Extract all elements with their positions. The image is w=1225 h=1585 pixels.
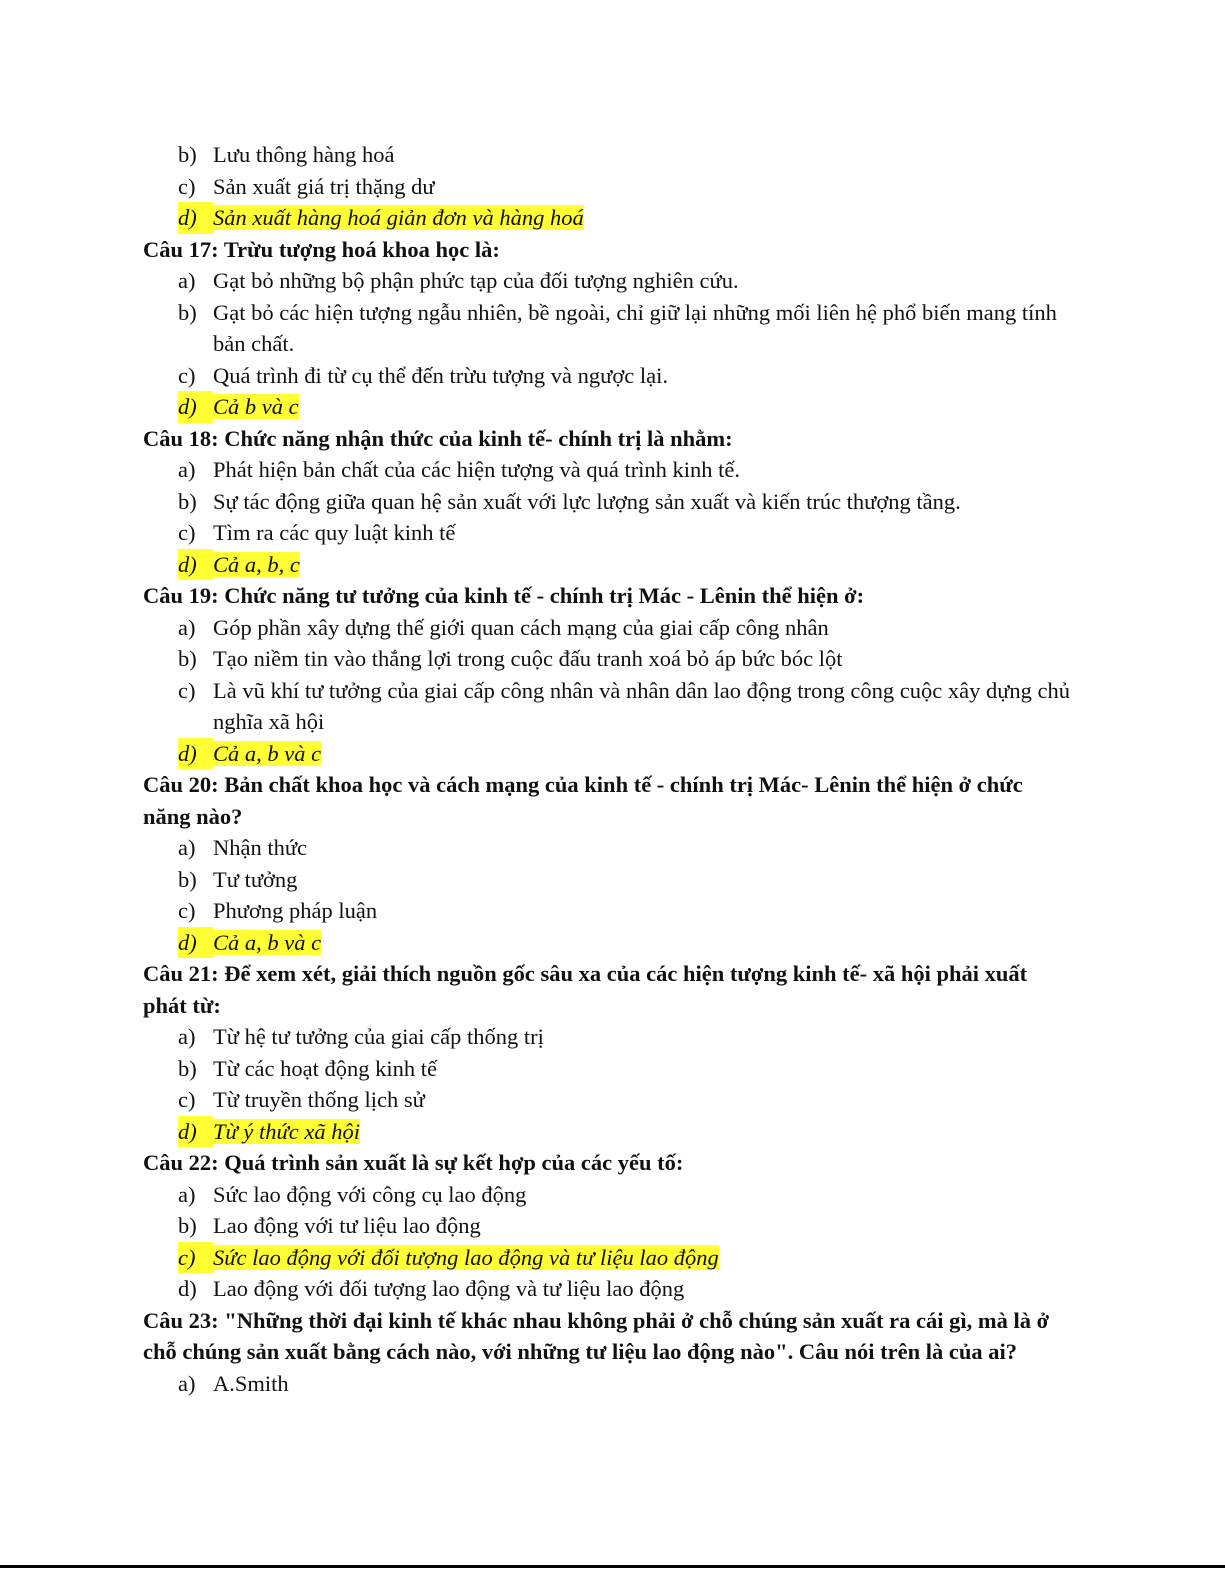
option-text: Phương pháp luận xyxy=(213,898,378,923)
answer-option xyxy=(178,486,1073,518)
answer-option xyxy=(178,1084,1073,1116)
option-label: c) xyxy=(178,362,196,388)
document-body xyxy=(143,139,1073,1399)
option-label: b) xyxy=(178,1055,197,1081)
option-text: Từ hệ tư tưởng của giai cấp thống trị xyxy=(213,1024,544,1049)
option-label: c) xyxy=(178,1242,213,1274)
option-text: Từ truyền thống lịch sử xyxy=(213,1087,425,1112)
question-heading: Câu 22: Quá trình sản xuất là sự kết hợp của các yếu tố: xyxy=(143,1150,684,1175)
answer-option xyxy=(178,1053,1073,1085)
option-label: b) xyxy=(178,866,197,892)
question-heading: Câu 20: Bản chất khoa học và cách mạng của kinh tế - chính trị Mác- Lênin thể hiện ở chức năng nào? xyxy=(143,772,1023,829)
answer-option xyxy=(178,1368,1073,1400)
answer-option xyxy=(178,171,1073,203)
option-label: b) xyxy=(178,646,197,671)
answer-option xyxy=(178,139,1073,171)
option-label: a) xyxy=(178,1181,196,1207)
option-text: Cả b và c xyxy=(213,394,299,419)
option-label: d) xyxy=(178,549,213,581)
option-label: b) xyxy=(178,488,197,514)
option-text: Góp phần xây dựng thế giới quan cách mạng của giai cấp công nhân xyxy=(213,614,829,640)
option-label: b) xyxy=(178,1213,197,1238)
option-label: a) xyxy=(178,835,196,860)
option-text: Lao động với đối tượng lao động và tư liệu lao động xyxy=(213,1276,685,1301)
question-heading: Câu 18: Chức năng nhận thức của kinh tế- chính trị là nhằm: xyxy=(143,425,733,451)
option-text: Từ các hoạt động kinh tế xyxy=(213,1055,438,1081)
answer-option xyxy=(178,864,1073,896)
option-label: d) xyxy=(178,202,213,234)
option-label: c) xyxy=(178,898,196,923)
option-text: Từ ý thức xã hội xyxy=(213,1118,361,1144)
option-label: d) xyxy=(178,927,213,959)
answer-option xyxy=(178,360,1073,392)
option-label: b) xyxy=(178,142,197,167)
answer-option-highlighted xyxy=(178,1116,1073,1148)
answer-option xyxy=(178,675,1073,738)
option-label: c) xyxy=(178,1087,196,1112)
option-label: c) xyxy=(178,173,196,199)
question-heading: Câu 19: Chức năng tư tưởng của kinh tế - chính trị Mác - Lênin thể hiện ở: xyxy=(143,583,865,608)
option-text: Cả a, b và c xyxy=(213,929,322,955)
option-text: Tạo niềm tin vào thắng lợi trong cuộc đấu tranh xoá bỏ áp bức bóc lột xyxy=(213,646,843,671)
answer-option xyxy=(178,832,1073,864)
option-text: Quá trình đi từ cụ thể đến trừu tượng và ngược lại. xyxy=(213,362,668,388)
answer-option-highlighted xyxy=(178,1242,1073,1274)
page-bottom-rule xyxy=(0,1565,1225,1568)
option-label: d) xyxy=(178,738,213,770)
option-text: Sản xuất giá trị thặng dư xyxy=(213,173,435,199)
option-label: a) xyxy=(178,1024,196,1049)
answer-option xyxy=(178,1210,1073,1242)
option-text: Tìm ra các quy luật kinh tế xyxy=(213,520,456,545)
option-text: Sự tác động giữa quan hệ sản xuất với lực lượng sản xuất và kiến trúc thượng tầng. xyxy=(213,488,961,514)
option-text: Nhận thức xyxy=(213,835,308,860)
option-text: Sức lao động với công cụ lao động xyxy=(213,1181,527,1207)
option-text: Gạt bỏ các hiện tượng ngẫu nhiên, bề ngoài, chỉ giữ lại những mối liên hệ phổ biến mang tính bản chất. xyxy=(213,299,1057,356)
option-label: d) xyxy=(178,1276,197,1301)
option-text: Phát hiện bản chất của các hiện tượng và quá trình kinh tế. xyxy=(213,457,741,482)
answer-option-highlighted xyxy=(178,391,1073,423)
option-label: a) xyxy=(178,614,196,640)
option-text: Cả a, b và c xyxy=(213,740,322,766)
answer-option xyxy=(178,643,1073,675)
option-text: Tư tưởng xyxy=(213,866,298,892)
option-label: c) xyxy=(178,520,196,545)
answer-option xyxy=(178,297,1073,360)
option-label: d) xyxy=(178,1116,213,1148)
option-text: Là vũ khí tư tưởng của giai cấp công nhân và nhân dân lao động trong công cuộc xây dựng chủ nghĩa xã hội xyxy=(213,677,1070,734)
option-label: c) xyxy=(178,677,196,703)
option-text: Lao động với tư liệu lao động xyxy=(213,1213,481,1238)
option-label: b) xyxy=(178,299,197,325)
answer-option xyxy=(178,612,1073,644)
option-text: A.Smith xyxy=(213,1370,289,1396)
answer-option xyxy=(178,454,1073,486)
answer-option xyxy=(178,1021,1073,1053)
option-text: Sản xuất hàng hoá giản đơn và hàng hoá xyxy=(213,205,584,230)
answer-option-highlighted xyxy=(178,927,1073,959)
option-text: Sức lao động với đối tượng lao động và tư liệu lao động xyxy=(213,1244,719,1270)
option-label: a) xyxy=(178,457,196,482)
option-text: Lưu thông hàng hoá xyxy=(213,142,395,167)
answer-option xyxy=(178,265,1073,297)
option-label: a) xyxy=(178,1370,196,1396)
answer-option xyxy=(178,1273,1073,1305)
question-heading: Câu 23: "Những thời đại kinh tế khác nhau không phải ở chỗ chúng sản xuất ra cái gì, mà là ở chỗ chúng sản xuất bằng cách nào, với những tư liệu lao động nào". Câu nói trên là của ai? xyxy=(143,1307,1050,1364)
answer-option xyxy=(178,895,1073,927)
option-label: a) xyxy=(178,268,196,293)
answer-option xyxy=(178,1179,1073,1211)
question-heading: Câu 17: Trừu tượng hoá khoa học là: xyxy=(143,236,500,262)
answer-option-highlighted xyxy=(178,738,1073,770)
option-label: d) xyxy=(178,391,213,423)
answer-option xyxy=(178,517,1073,549)
option-text: Gạt bỏ những bộ phận phức tạp của đối tượng nghiên cứu. xyxy=(213,268,739,293)
question-heading: Câu 21: Để xem xét, giải thích nguồn gốc sâu xa của các hiện tượng kinh tế- xã hội phải xuất phát từ: xyxy=(143,961,1028,1018)
answer-option-highlighted xyxy=(178,202,1073,234)
option-text: Cả a, b, c xyxy=(213,551,300,577)
answer-option-highlighted xyxy=(178,549,1073,581)
